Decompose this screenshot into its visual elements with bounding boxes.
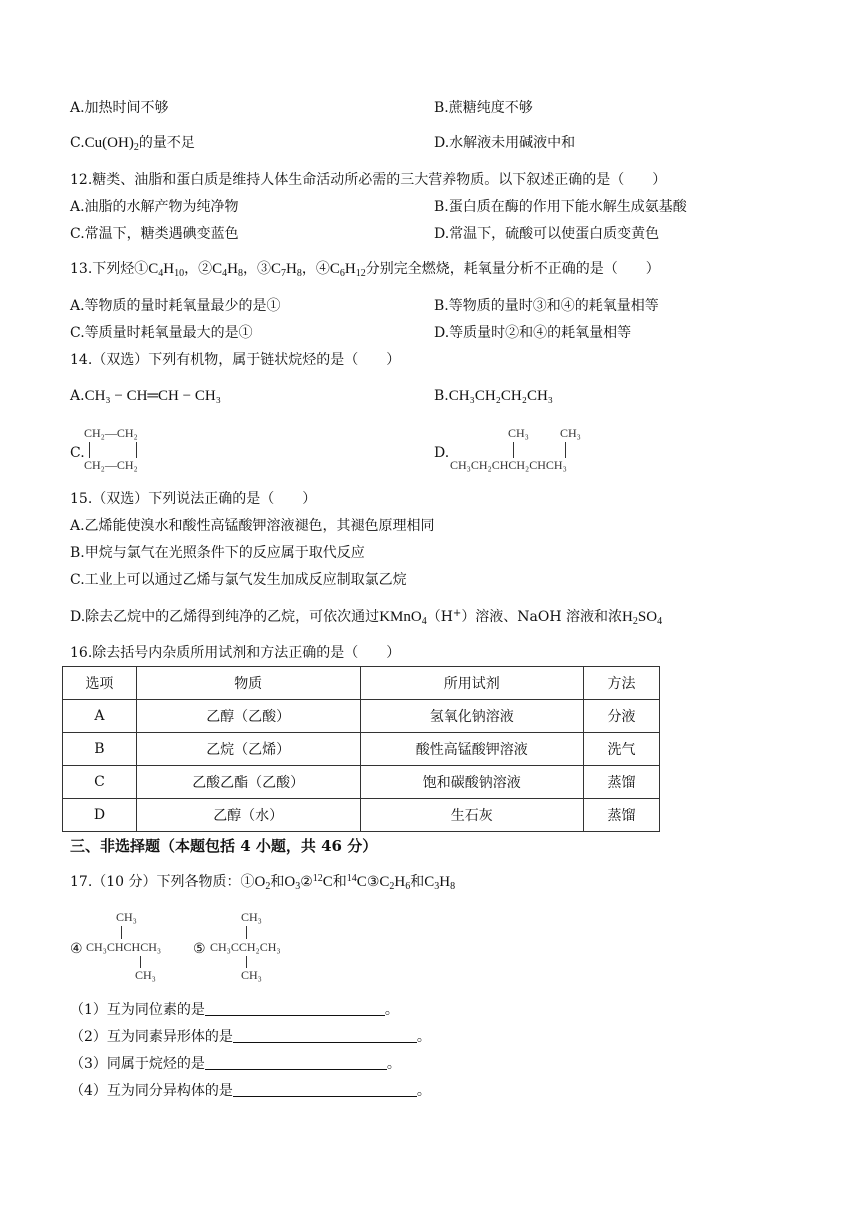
q17-sub3: （3）同属于烷烃的是 。 — [70, 1056, 401, 1072]
answer-blank[interactable] — [233, 1027, 417, 1043]
table-row — [63, 799, 660, 832]
table-cell: B — [63, 733, 137, 766]
q11-option-d: D.水解液未用碱液中和 — [434, 135, 576, 151]
q14-option-d-label: D. — [434, 445, 450, 461]
q15-stem: 15.（双选）下列说法正确的是（ ） — [70, 491, 317, 507]
table-cell: 乙酸乙酯（乙酸） — [136, 766, 360, 799]
table-row — [63, 766, 660, 799]
copper-hydroxide-formula: $Cu(OH)_2$ — [84, 135, 139, 153]
q17-sub1: （1）互为同位素的是 。 — [70, 1002, 399, 1018]
q16-table — [62, 666, 660, 832]
branched-alkane-structure: CH₃ CH₃ CH₃CH₂CHCH₂CHCH₃ — [450, 426, 581, 472]
structure-5-label: ⑤ — [193, 941, 206, 957]
q17-sub4: （4）互为同分异构体的是 。 — [70, 1083, 431, 1099]
q15-option-d: D.除去乙烷中的乙烯得到纯净的乙烷，可依次通过KMnO$_4$（H+）溶液、NaOH 溶液和浓$H_2SO_4$ — [70, 608, 663, 627]
table-cell: 酸性高锰酸钾溶液 — [360, 733, 584, 766]
table-cell: 乙醇（乙酸） — [136, 700, 360, 733]
answer-blank[interactable] — [233, 1081, 417, 1097]
q15-option-b: B.甲烷与氯气在光照条件下的反应属于取代反应 — [70, 545, 365, 561]
table-header-cell: 选项 — [63, 667, 137, 700]
table-cell: D — [63, 799, 137, 832]
structure-4: CH₃ CH₃CHCHCH₃ CH₃ — [86, 910, 162, 982]
structure-4-label: ④ — [70, 941, 83, 957]
q13-option-a: A.等物质的量时耗氧量最少的是① — [70, 298, 281, 314]
q16-stem: 16.除去括号内杂质所用试剂和方法正确的是（ ） — [70, 645, 401, 661]
table-header-row — [63, 667, 660, 700]
table-cell: 乙醇（水） — [136, 799, 360, 832]
table-cell: C — [63, 766, 137, 799]
q11-option-b: B.蔗糖纯度不够 — [434, 100, 533, 116]
cyclobutane-structure: CH₂—CH₂ CH₂—CH₂ — [84, 426, 138, 472]
table-cell: 分液 — [584, 700, 660, 733]
table-row — [63, 733, 660, 766]
q12-option-c: C.常温下，糖类遇碘变蓝色 — [70, 226, 239, 242]
q13-option-d: D.等质量时②和④的耗氧量相等 — [434, 325, 632, 341]
table-cell: 饱和碳酸钠溶液 — [360, 766, 584, 799]
q17-stem: 17.（10 分）下列各物质：$①O_2$和$O_3②^{12}C$和$^{14}C③C_2H_6$和$C_3H_8$ — [70, 873, 456, 892]
q14-option-b: B.CH₃CH₂CH₂CH₃ — [434, 388, 554, 404]
table-cell: 蒸馏 — [584, 799, 660, 832]
table-header-cell: 方法 — [584, 667, 660, 700]
structure-5: CH₃ CH₃CCH₂CH₃ CH₃ — [210, 910, 281, 982]
q13-option-c: C.等质量时耗氧量最大的是① — [70, 325, 253, 341]
table-cell: 乙烷（乙烯） — [136, 733, 360, 766]
q12-option-b: B.蛋白质在酶的作用下能水解生成氨基酸 — [434, 199, 687, 215]
q13-option-b: B.等物质的量时③和④的耗氧量相等 — [434, 298, 659, 314]
q11-option-a: A.加热时间不够 — [70, 100, 169, 116]
table-header-cell: 物质 — [136, 667, 360, 700]
q13-stem: 13.下列烃$①C_4H_{10}$，$②C_4H_8$，$③C_7H_8$，$④C_6H_{12}$分别完全燃烧，耗氧量分析不正确的是（ ） — [70, 261, 660, 279]
answer-blank[interactable] — [205, 1054, 387, 1070]
q14-option-c-label: C. — [70, 445, 85, 461]
table-cell: A — [63, 700, 137, 733]
q15-option-a: A.乙烯能使溴水和酸性高锰酸钾溶液褪色，其褪色原理相同 — [70, 518, 435, 534]
table-row — [63, 700, 660, 733]
q12-stem: 12.糖类、油脂和蛋白质是维持人体生命活动所必需的三大营养物质。以下叙述正确的是（ ） — [70, 172, 667, 188]
q14-stem: 14.（双选）下列有机物，属于链状烷烃的是（ ） — [70, 352, 401, 368]
table-cell: 生石灰 — [360, 799, 584, 832]
q11-option-c: $C.Cu(OH)_2$的量不足 — [70, 135, 195, 153]
section-heading: 三、非选择题（本题包括 4 小题，共 46 分） — [70, 837, 378, 855]
table-header-cell: 所用试剂 — [360, 667, 584, 700]
table-cell: 洗气 — [584, 733, 660, 766]
q15-option-c: C.工业上可以通过乙烯与氯气发生加成反应制取氯乙烷 — [70, 572, 407, 588]
answer-blank[interactable] — [205, 1000, 385, 1016]
q12-option-a: A.油脂的水解产物为纯净物 — [70, 199, 239, 215]
table-cell: 蒸馏 — [584, 766, 660, 799]
q14-option-a: A.CH₃ − CH═CH − CH₃ — [70, 388, 221, 404]
q12-option-d: D.常温下，硫酸可以使蛋白质变黄色 — [434, 226, 660, 242]
q17-sub2: （2）互为同素异形体的是 。 — [70, 1029, 431, 1045]
table-cell: 氢氧化钠溶液 — [360, 700, 584, 733]
